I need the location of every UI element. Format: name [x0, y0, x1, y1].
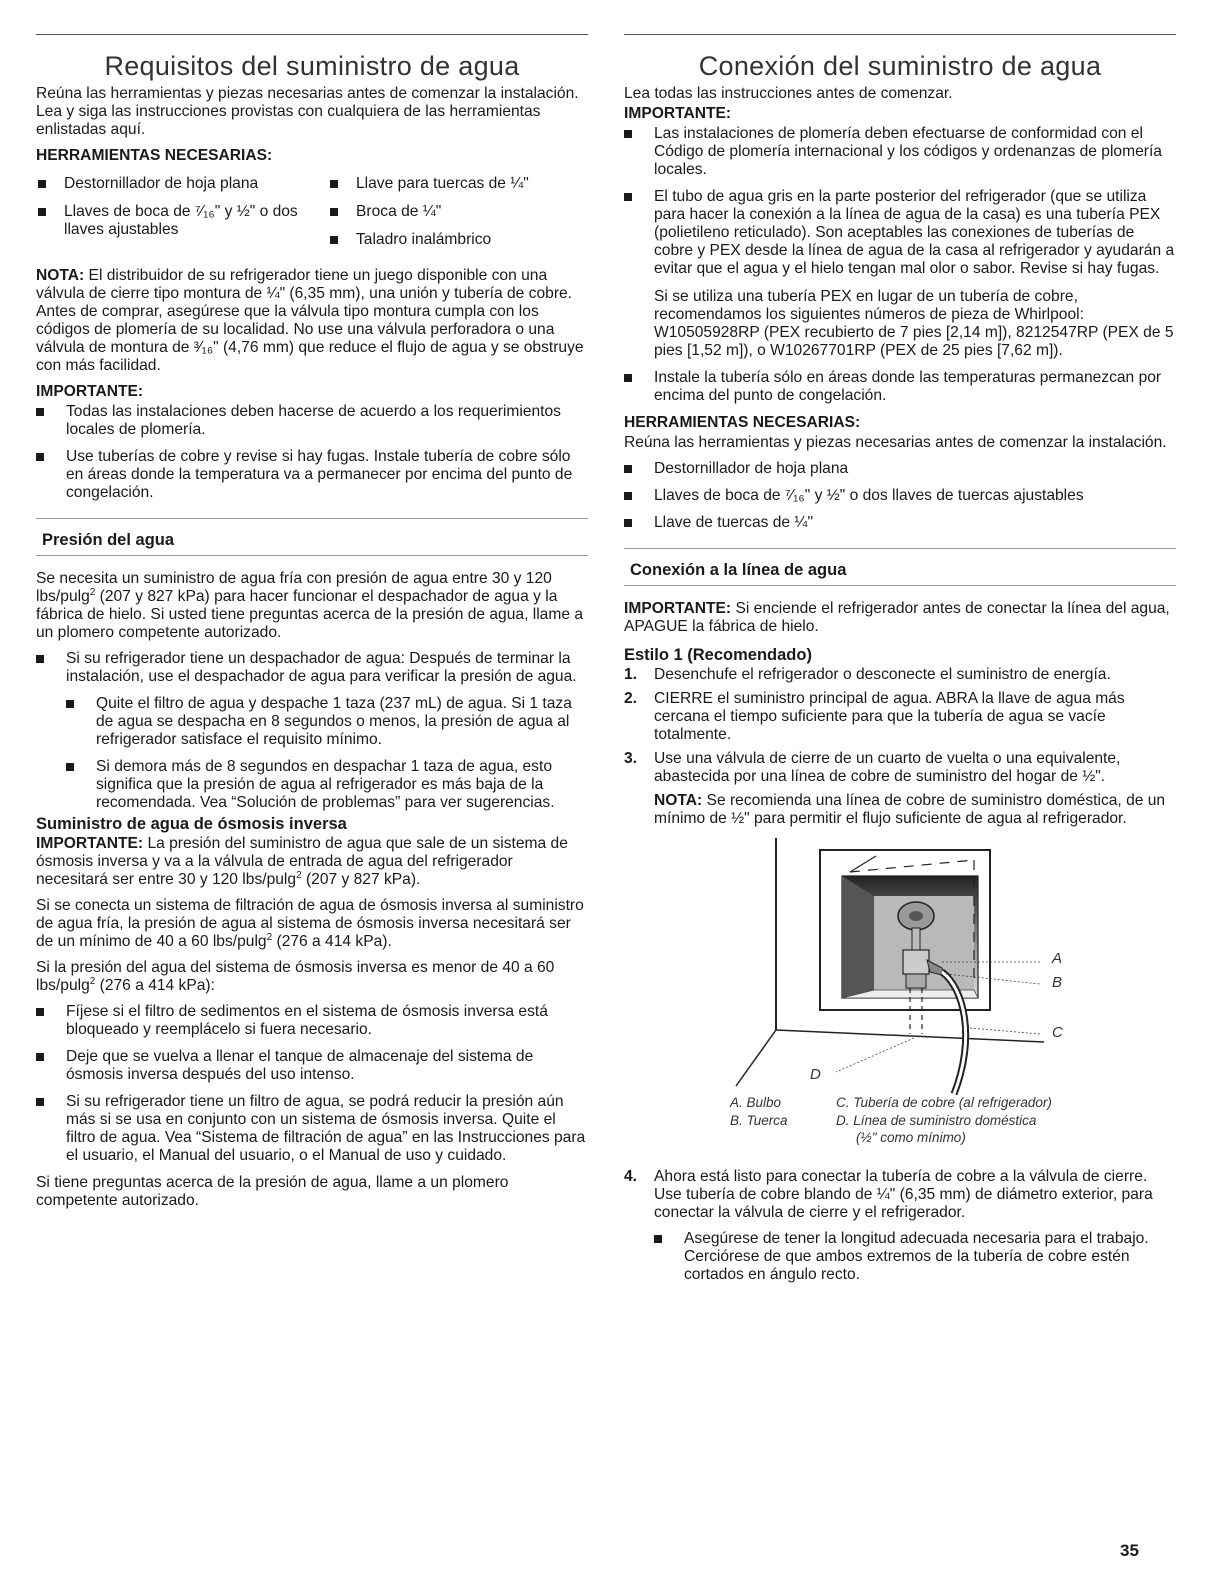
line-importante — [624, 600, 1176, 636]
superscript: 2 — [89, 586, 96, 598]
text-run: (276 a 414 kPa): — [95, 977, 215, 994]
list-item: Deje que se vuelva a llenar el tanque de almacenaje del sistema de ósmosis inversa después del uso intenso. — [36, 1048, 588, 1084]
tools-list — [36, 175, 588, 259]
steps-list-continued — [624, 1168, 1176, 1284]
text-run: (207 y 827 kPa). — [301, 871, 421, 888]
list-item — [36, 650, 588, 812]
list-item-text: El tubo de agua gris en la parte posterior del refrigerador (que se utiliza para hacer la conexión a la línea de agua de la casa) es una tubería PEX (polietileno reticulado). Son aceptables las conexiones de tuberías de cobre y PEX desde la línea de agua de la casa al refrigerador y ayudarán a evitar que el agua y el hielo tengan mal olor o sabor. Revise si hay fugas. — [654, 188, 1175, 277]
right-column — [624, 34, 1176, 1293]
list-item: Todas las instalaciones deben hacerse de acuerdo a los requerimientos locales de plomería. — [36, 403, 588, 439]
list-item: Destornillador de hoja plana — [36, 175, 328, 193]
ro-heading: Suministro de agua de ósmosis inversa — [36, 815, 347, 833]
caption-d: D. Línea de suministro doméstica — [836, 1113, 1037, 1128]
list-item: Asegúrese de tener la longitud adecuada necesaria para el trabajo. Cerciórese de que ambos extremos de la tubería de cobre estén cortados en ángulo recto. — [654, 1230, 1176, 1284]
step-number: 2. — [624, 690, 638, 707]
line-section-heading: Conexión a la línea de agua — [624, 548, 1176, 586]
list-item: Llaves de boca de ⁷⁄₁₆" y ½" o dos llaves de tuercas ajustables — [624, 487, 1176, 505]
superscript: 2 — [296, 869, 302, 881]
nota-label: NOTA: — [654, 792, 703, 809]
text-run: Si la presión del agua del sistema de ósmosis inversa es menor de 40 a 60 lbs/pulg — [36, 959, 555, 994]
label-b: B — [1052, 974, 1063, 991]
pressure-list — [36, 650, 588, 812]
importante-heading: IMPORTANTE: — [36, 383, 144, 400]
page-number: 35 — [1120, 1541, 1139, 1560]
closing-paragraph: Si tiene preguntas acerca de la presión de agua, llame a un plomero competente autorizado. — [36, 1174, 509, 1209]
list-item — [624, 188, 1176, 360]
list-item: Destornillador de hoja plana — [624, 460, 1176, 478]
nota-text: El distribuidor de su refrigerador tiene un juego disponible con una válvula de cierre tipo montura de ¼" (6,35 mm), una unión y tubería de cobre. Antes de comprar, asegúrese que la válvula tipo montura cumpla con los códigos de plomería de su localidad. No use una válvula perforadora o una válvula de montura de ³⁄₁₆" (4,76 mm) que reduce el flujo de agua y se obstruye con más facilidad. — [36, 267, 584, 374]
step-text: Ahora está listo para conectar la tubería de cobre a la válvula de cierre. Use tubería de cobre blando de ¼" (6,35 mm) de diámetro exterior, para conectar la válvula de cierre y el refrigerador. — [654, 1168, 1153, 1221]
step-nota — [654, 792, 1176, 828]
caption-c: C. Tubería de cobre (al refrigerador) — [836, 1095, 1052, 1110]
left-column — [36, 34, 588, 1218]
step-item — [624, 1168, 1176, 1284]
list-item: Las instalaciones de plomería deben efectuarse de conformidad con el Código de plomería internacional y los códigos y ordenanzas de plomería locales. — [624, 125, 1176, 179]
intro-text: Lea todas las instrucciones antes de comenzar. — [624, 85, 953, 102]
steps-list — [624, 666, 1176, 828]
tools-col-1 — [36, 175, 328, 259]
list-item: Instale la tubería sólo en áreas donde las temperaturas permanezcan por encima del punto de congelación. — [624, 369, 1176, 405]
importante-list — [36, 403, 588, 502]
nota-text: Se recomienda una línea de cobre de suministro doméstica, de un mínimo de ½" para permitir el flujo suficiente de agua al refrigerador. — [654, 792, 1166, 827]
valve-diagram — [624, 838, 1176, 1154]
superscript: 2 — [266, 931, 273, 943]
text-run: Si se conecta un sistema de filtración de agua de ósmosis inversa al suministro de agua fría, la presión de agua al sistema de ósmosis inversa necesitará ser de un mínimo de 40 a 60 lbs/pulg — [36, 897, 584, 950]
step4-sublist — [654, 1230, 1176, 1284]
step-item — [624, 750, 1176, 828]
label-c: C — [1052, 1024, 1063, 1041]
step-item — [624, 690, 1176, 744]
list-item: Llave para tuercas de ¼" — [328, 175, 588, 193]
list-item: Fíjese si el filtro de sedimentos en el sistema de ósmosis inversa está bloqueado y reemplácelo si fuera necesario. — [36, 1003, 588, 1039]
step-number: 1. — [624, 666, 638, 683]
list-item: Llaves de boca de ⁷⁄₁₆" y ½" o dos llaves ajustables — [36, 203, 328, 239]
pressure-sublist — [66, 695, 588, 812]
list-item: Si su refrigerador tiene un filtro de agua, se podrá reducir la presión aún más si se usa en conjunto con un sistema de ósmosis inversa. Quite el filtro de agua. Vea “Sistema de filtración de agua” en las Instrucciones para el usuario, el Manual del usuario, o el Manual de uso y cuidado. — [36, 1093, 588, 1165]
section-title: Requisitos del suministro de agua — [104, 51, 520, 81]
section-title: Conexión del suministro de agua — [698, 51, 1102, 81]
text-run: (276 a 414 kPa). — [272, 933, 392, 950]
nota-label: NOTA: — [36, 267, 85, 284]
step-item — [624, 666, 1176, 684]
importante-list — [624, 125, 1176, 405]
nota-paragraph — [36, 267, 588, 375]
step-text: CIERRE el suministro principal de agua. ABRA la llave de agua más cercana el tiempo suficiente para que la tubería de agua se vacíe totalmente. — [654, 690, 1125, 743]
tools-intro: Reúna las herramientas y piezas necesarias antes de comenzar la instalación. — [624, 434, 1167, 451]
superscript: 2 — [89, 975, 96, 987]
list-item: Llave de tuercas de ¼" — [624, 514, 1176, 532]
list-item: Use tuberías de cobre y revise si hay fugas. Instale tubería de cobre sólo en áreas donde la temperatura va a permanecer por encima del punto de congelación. — [36, 448, 588, 502]
text-run: Si enciende el refrigerador antes de conectar la línea del agua, APAGUE la fábrica de hielo. — [624, 600, 1170, 635]
intro-text: Reúna las herramientas y piezas necesarias antes de comenzar la instalación. Lea y siga las instrucciones provistas con cualquiera de las herramientas enlistadas aquí. — [36, 85, 579, 138]
text-run: (207 y 827 kPa) para hacer funcionar el despachador de agua y la fábrica de hielo. Si usted tiene preguntas acerca de la presión de agua, llame a un plomero competente autorizado. — [36, 588, 583, 641]
importante-label: IMPORTANTE: — [624, 600, 732, 617]
step-number: 4. — [624, 1168, 638, 1185]
list-item: Broca de ¼" — [328, 203, 588, 221]
importante-label: IMPORTANTE: — [36, 835, 144, 852]
importante-heading: IMPORTANTE: — [624, 105, 732, 122]
caption-d-note: (½" como mínimo) — [856, 1130, 966, 1145]
ro-paragraph-2 — [36, 897, 588, 951]
ro-list — [36, 1003, 588, 1165]
tools-list — [624, 460, 1176, 532]
step-text: Desenchufe el refrigerador o desconecte el suministro de energía. — [654, 666, 1111, 683]
style-heading: Estilo 1 (Recomendado) — [624, 646, 812, 664]
label-a: A — [1052, 950, 1063, 967]
list-item: Taladro inalámbrico — [328, 231, 588, 249]
tools-col-2 — [328, 175, 588, 259]
pex-note: Si se utiliza una tubería PEX en lugar de un tubería de cobre, recomendamos los siguientes números de pieza de Whirlpool: W10505928RP (PEX recubierto de 7 pies [2,14 m]), 8212547RP (PEX de 5 pies [1,52 m]), o W10267701RP (PEX de 25 pies [7,62 m]). — [654, 288, 1174, 359]
label-d: D — [810, 1066, 821, 1083]
list-item: Quite el filtro de agua y despache 1 taza (237 mL) de agua. Si 1 taza de agua se despacha en 8 segundos o menos, la presión de agua al refrigerador satisface el requisito mínimo. — [66, 695, 588, 749]
pressure-section-heading: Presión del agua — [36, 518, 588, 556]
list-item: Si demora más de 8 segundos en despachar 1 taza de agua, esto significa que la presión de agua al refrigerador es más baja de la recomendada. Vea “Solución de problemas” para ver sugerencias. — [66, 758, 588, 812]
pressure-paragraph — [36, 570, 588, 642]
tools-heading: HERRAMIENTAS NECESARIAS: — [36, 147, 273, 164]
step-number: 3. — [624, 750, 638, 767]
text-run: La presión del suministro de agua que sale de un sistema de ósmosis inversa y va a la válvula de entrada de agua del refrigerador necesitará ser entre 30 y 120 lbs/pulg — [36, 835, 568, 888]
list-item-text: Si su refrigerador tiene un despachador de agua: Después de terminar la instalación, use el despachador de agua para verificar la presión de agua. — [66, 650, 577, 685]
caption-b: B. Tuerca — [730, 1113, 788, 1128]
tools-heading: HERRAMIENTAS NECESARIAS: — [624, 414, 861, 431]
ro-paragraph-3 — [36, 959, 588, 995]
caption-a: A. Bulbo — [730, 1095, 782, 1110]
step-text: Use una válvula de cierre de un cuarto de vuelta o una equivalente, abastecida por una línea de cobre de suministro del hogar de ½". — [654, 750, 1121, 785]
ro-paragraph-1 — [36, 835, 588, 889]
text-run: Se necesita un suministro de agua fría con presión de agua entre 30 y 120 lbs/pulg — [36, 570, 552, 605]
